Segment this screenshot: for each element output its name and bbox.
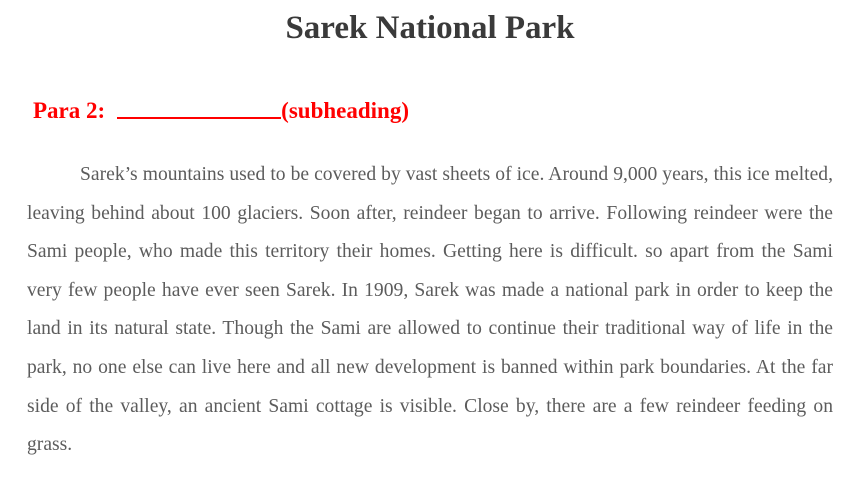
- page-title: Sarek National Park: [285, 10, 575, 46]
- subheading-blank-line: [117, 95, 281, 119]
- body-paragraph: Sarek’s mountains used to be covered by vast sheets of ice. Around 9,000 years, this ice melted, leaving behind about 100 glaciers. Soon after, reindeer began to arrive. Following reindeer were the Sami people, who made this territory their homes. Getting here is difficult. so apart from the Sami very few people have ever seen Sarek. In 1909, Sarek was made a national park in order to keep the land in its natural state. Though the Sami are allowed to continue their traditional way of life in the park, no one else can live here and all new development is banned within park boundaries. At the far side of the valley, an ancient Sami cottage is visible. Close by, there are a few reindeer feeding on grass.: [27, 164, 833, 456]
- subheading-hint: (subheading): [281, 98, 409, 123]
- paragraph-heading: [33, 95, 409, 127]
- paragraph-label: Para 2:: [33, 98, 106, 123]
